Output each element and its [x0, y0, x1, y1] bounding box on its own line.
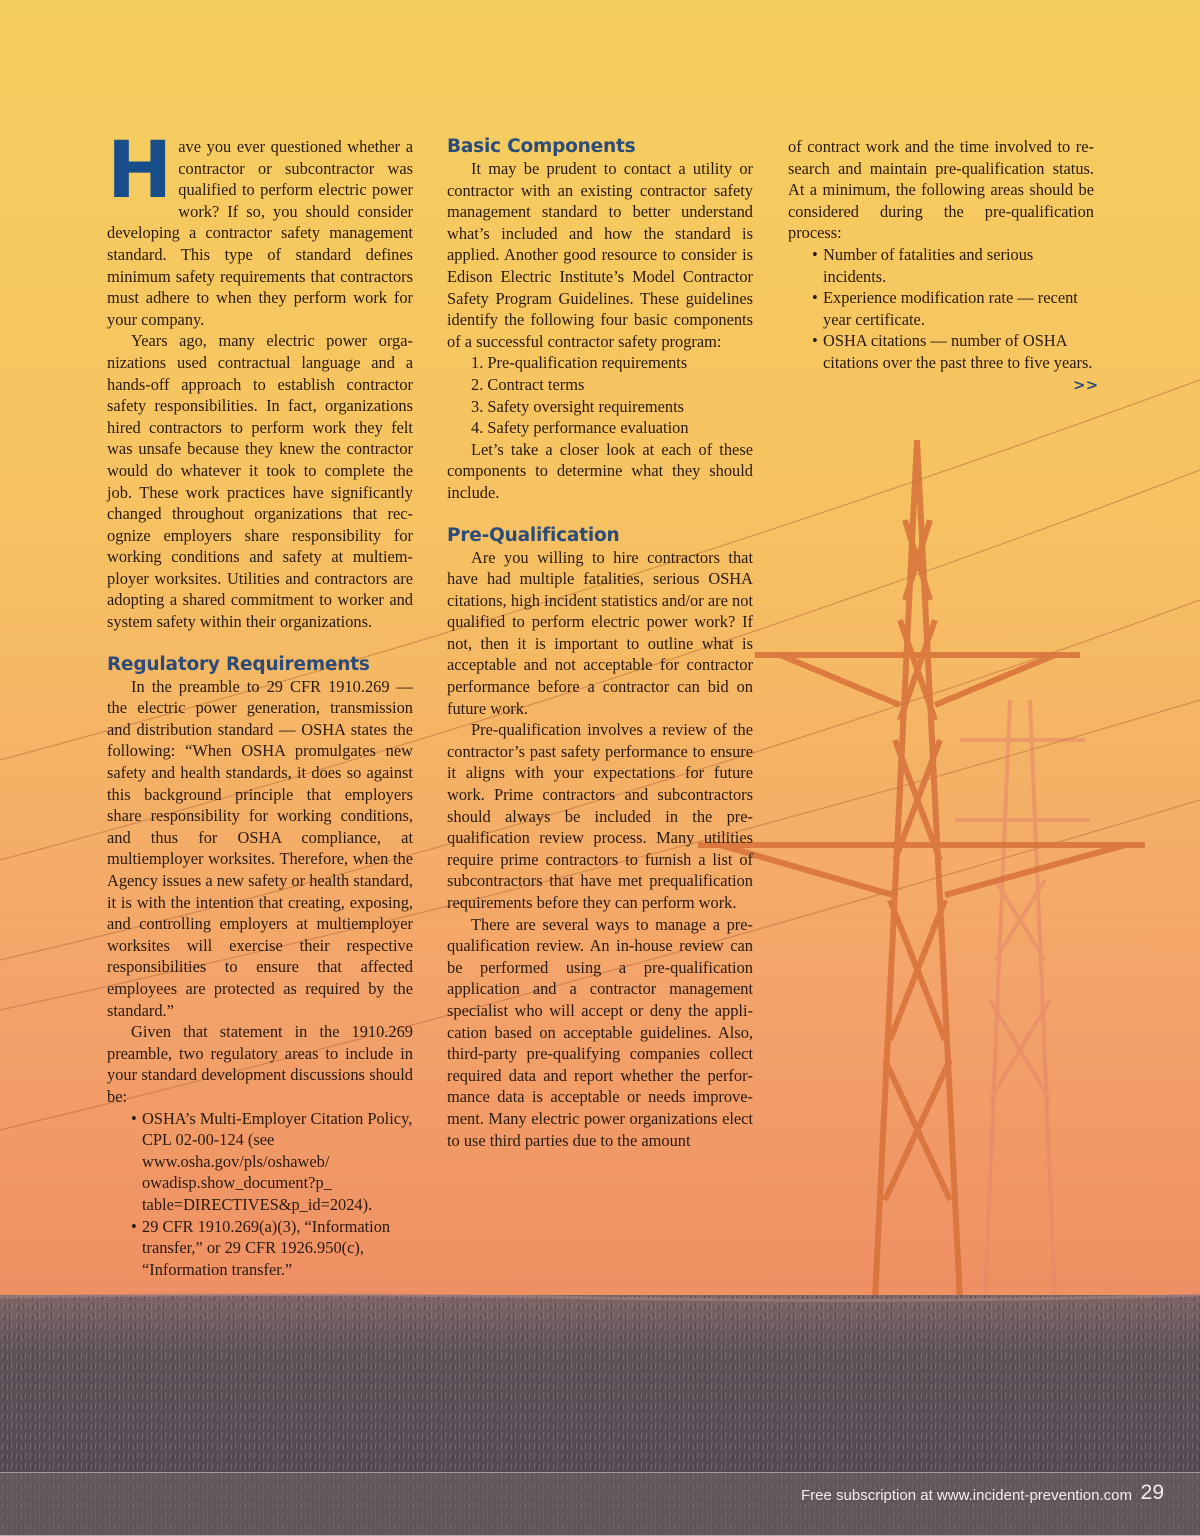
continued-paragraph: of contract work and the time involved to research and maintain pre-qualification status. At a minimum, the following areas should be considered during the pre-qualification process:	[788, 137, 1094, 243]
history-paragraph: Years ago, many electric power organizations used contractual language and a hands-off approach to establish contractor safety responsibilities. In fact, organizations hired contractors to perform work they felt was unsafe because they knew the contractor would do whatever it took to complete the job. These work practices have significantly changed throughout organizations that recognize employers share responsibility for working conditions and safety at multiemployer worksites. Utilities and contractors are adopting a shared commitment to worker and system safety within their organizations.	[107, 331, 413, 632]
involves-paragraph: Pre-qualification involves a review of the contractor’s past safety performance to ensure it aligns with your expectations for future work. Prime contractors and subcontractors should always be included in the pre-qualification review process. Many utilities require prime contractors to furnish a list of subcontractors that have met prequalification requirements before they can perform work.	[447, 720, 753, 912]
basic-components-heading: Basic Components	[447, 136, 636, 157]
components-list	[447, 352, 753, 438]
list-item: 1. Pre-qualification requirements	[471, 353, 688, 373]
list-item: 2. Contract terms	[471, 374, 585, 394]
prequalification-criteria-list	[788, 244, 1094, 374]
list-item: • Number of fatalities and serious incidents.	[812, 244, 1094, 287]
regulatory-list	[107, 1108, 413, 1281]
subscription-link[interactable]: Free subscription at www.incident-prevention.com	[801, 1487, 1132, 1504]
article-column-1	[107, 126, 413, 1280]
page-number: 29	[1140, 1481, 1164, 1504]
regulatory-heading: Regulatory Requirements	[107, 653, 370, 675]
page-footer	[0, 1472, 1200, 1536]
basic-paragraph: It may be prudent to contact a utility or contractor with an existing contractor safety management standard to better understand what’s included and how the standard is applied. Another good resource to consider is Edison Electric Institute’s Model Contractor Safety Program Guidelines. These guidelines identify the following four basic components of a successful contractor safety program:	[447, 159, 753, 351]
closer-look-paragraph: Let’s take a closer look at each of these components to determine what they should include.	[447, 439, 753, 502]
list-item: • OSHA citations — number of OSHA citations over the past three to five years.	[812, 330, 1094, 373]
list-item: • Experience modification rate — recent year certificate.	[812, 287, 1094, 330]
list-item: • 29 CFR 1910.269(a)(3), “Information transfer,” or 29 CFR 1926.950(c), “Information transfer.”	[131, 1216, 413, 1281]
willing-paragraph: Are you willing to hire contractors that have had multiple fatalities, serious OSHA citations, high incident statistics and/or are not qualified to perform electric power work? If not, then it is important to outline what is acceptable and not acceptable for contractor performance before a contractor can bid on future work.	[447, 547, 753, 718]
continue-marker: >>	[1073, 376, 1099, 394]
list-item: 4. Safety performance evaluation	[471, 418, 689, 438]
several-ways-paragraph: There are several ways to manage a prequalification review. An in-house review can be performed using a pre-qualification application and a contractor management specialist who will accept or deny the application based on acceptable guidelines. Also, third-party pre-qualifying companies collect required data and report whether the performance data is acceptable or needs improvement. Many electric power organizations elect to use third parties due to the amount	[447, 914, 753, 1150]
intro-paragraph: Have you ever questioned whether a contractor or subcontractor was qualified to perform electric power work? If so, you should consider developing a contractor safety management standard. This type of standard defines minimum safety requirements that contractors must adhere to when they perform work for your company.	[107, 126, 413, 329]
preamble-paragraph: In the preamble to 29 CFR 1910.269 — the electric power generation, transmission and distribution standard — OSHA states the following: “When OSHA promulgates new safety and health standards, it does so against this background principle that employers share responsibility for working conditions, and thus for OSHA compliance, at multiemployer worksites. Therefore, when the Agency issues a new safety or health standard, it is with the intention that creating, exposing, and controlling employers at multiemployer worksites will exercise their respective responsibilities to ensure that affected employees are protected as required by the standard.”	[107, 676, 413, 1020]
article-column-2	[447, 136, 753, 1151]
drop-cap: H	[107, 126, 173, 216]
prequalification-heading: Pre-Qualification	[447, 524, 620, 546]
article-column-3	[788, 136, 1094, 374]
list-item: • OSHA’s Multi-Employer Citation Policy, CPL 02-00-124 (see www.osha.gov/pls/oshaweb/ owadisp.show_document?p_ table=DIRECTIVES&p_id=2024).	[131, 1108, 413, 1216]
list-item: 3. Safety oversight requirements	[471, 396, 685, 416]
given-paragraph: Given that statement in the 1910.269 preamble, two regulatory areas to include in your standard development discussions should be:	[107, 1022, 413, 1106]
